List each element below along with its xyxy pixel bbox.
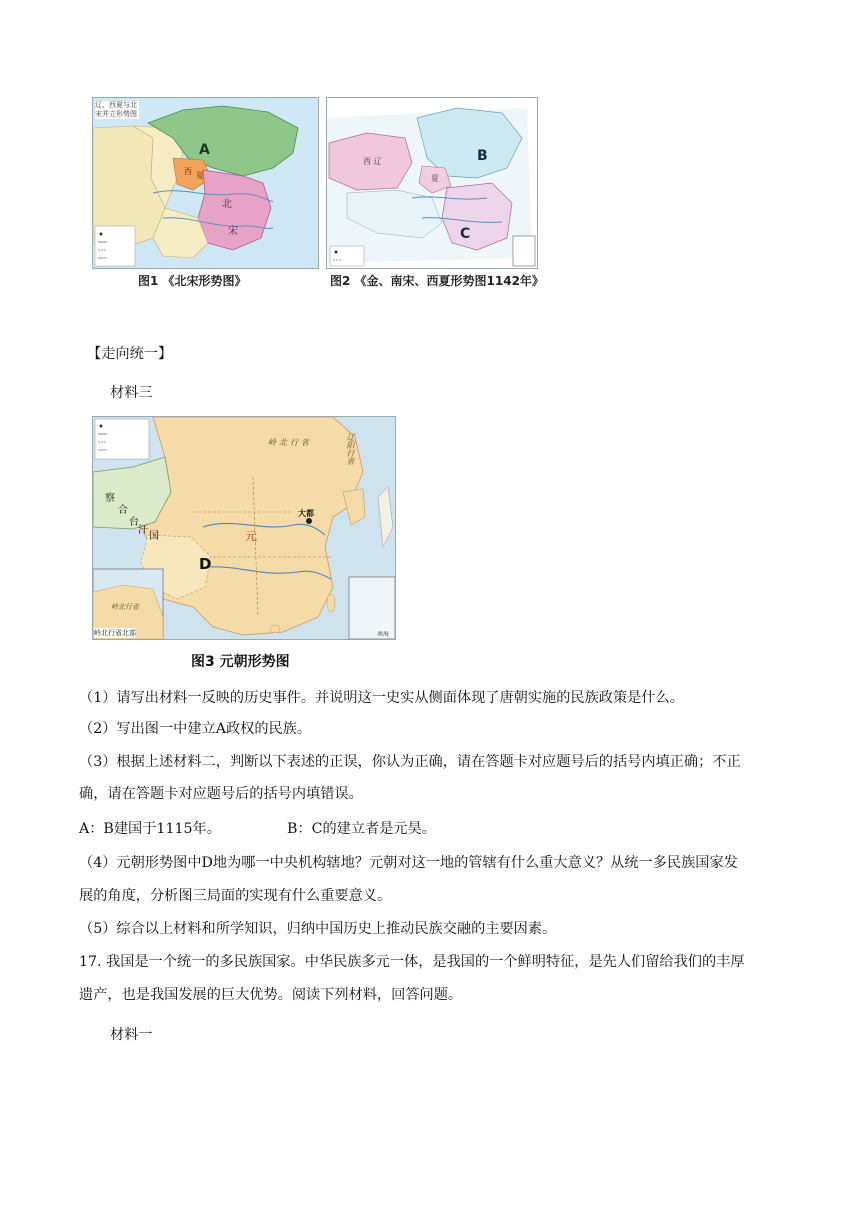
section-heading: 【走向统一】 [87, 346, 173, 362]
fig3-label-yuan: 元 [245, 529, 258, 543]
fig3-label-chagatai-1: 察 [105, 493, 115, 504]
fig1-inset-title: 辽、西夏与北宋并立形势图 [95, 101, 137, 118]
map-figure-2 [326, 97, 538, 269]
map-figure-3 [92, 416, 396, 640]
question-4-line-1: （4）元朝形势图中D地为哪一中央机构辖地？元朝对这一地的管辖有什么重大意义？从统一多民族国家发 [79, 855, 738, 871]
fig3-inset-label: 岭北行省北部 [94, 629, 136, 637]
map-figure-1-drawing [93, 98, 318, 268]
material-1-label: 材料一 [110, 1027, 153, 1043]
fig2-label-xia: 夏 [431, 174, 439, 183]
question-1: （1）请写出材料一反映的历史事件。并说明这一史实从侧面体现了唐朝实施的民族政策是什么。 [79, 690, 684, 706]
fig1-label-xia: 夏 [196, 171, 204, 180]
question-5: （5）综合以上材料和所学知识，归纳中国历史上推动民族交融的主要因素。 [79, 921, 557, 937]
fig3-inset-lingbei: 岭北行省 [111, 603, 139, 611]
fig3-label-lingbei: 岭北行省 [268, 438, 312, 447]
fig3-label-chagatai-5: 国 [149, 531, 159, 542]
fig1-label-xi: 西 [184, 167, 192, 176]
question-17-line-2: 遗产，也是我国发展的巨大优势。阅读下列材料，回答问题。 [79, 987, 463, 1003]
fig1-label-a: A [199, 142, 210, 158]
fig1-label-bei: 北 [222, 199, 232, 210]
fig1-label-song: 宋 [228, 226, 238, 237]
fig3-label-dadu: 大都 [298, 508, 314, 518]
fig3-label-chagatai-3: 台 [129, 517, 139, 528]
question-4-line-2: 展的角度，分析图三局面的实现有什么重要意义。 [79, 888, 392, 904]
fig3-label-chagatai-4: 汗 [138, 525, 148, 536]
question-17-line-1: 17. 我国是一个统一的多民族国家。中华民族多元一体，是我国的一个鲜明特征，是先人们留给我们的丰厚 [79, 954, 745, 970]
material-3-label: 材料三 [110, 385, 153, 401]
question-2: （2）写出图一中建立A政权的民族。 [79, 721, 312, 737]
fig3-inset-south-label: 南海 [377, 631, 390, 638]
fig2-caption: 图2 《金、南宋、西夏形势图1142年》 [330, 274, 544, 288]
question-3-option-a: A：B建国于1115年。 [79, 821, 221, 837]
question-3-line-1: （3）根据上述材料二，判断以下表述的正误，你认为正确，请在答题卡对应题号后的括号内填正确；不正 [79, 754, 741, 770]
fig3-label-liaoyang: 辽阳行省 [346, 433, 355, 465]
fig3-label-chagatai-2: 合 [118, 505, 128, 516]
fig2-label-b: B [477, 148, 488, 164]
question-3-line-2: 确，请在答题卡对应题号后的括号内填错误。 [79, 786, 363, 802]
fig3-label-d: D [199, 555, 212, 573]
map-figure-1 [92, 97, 319, 269]
fig2-label-xi-liao: 西 辽 [363, 157, 382, 166]
fig3-caption: 图3 元朝形势图 [191, 654, 290, 670]
fig1-caption: 图1 《北宋形势图》 [138, 274, 247, 288]
fig2-label-c: C [460, 226, 471, 242]
question-3-option-b: B：C的建立者是元昊。 [287, 821, 436, 837]
